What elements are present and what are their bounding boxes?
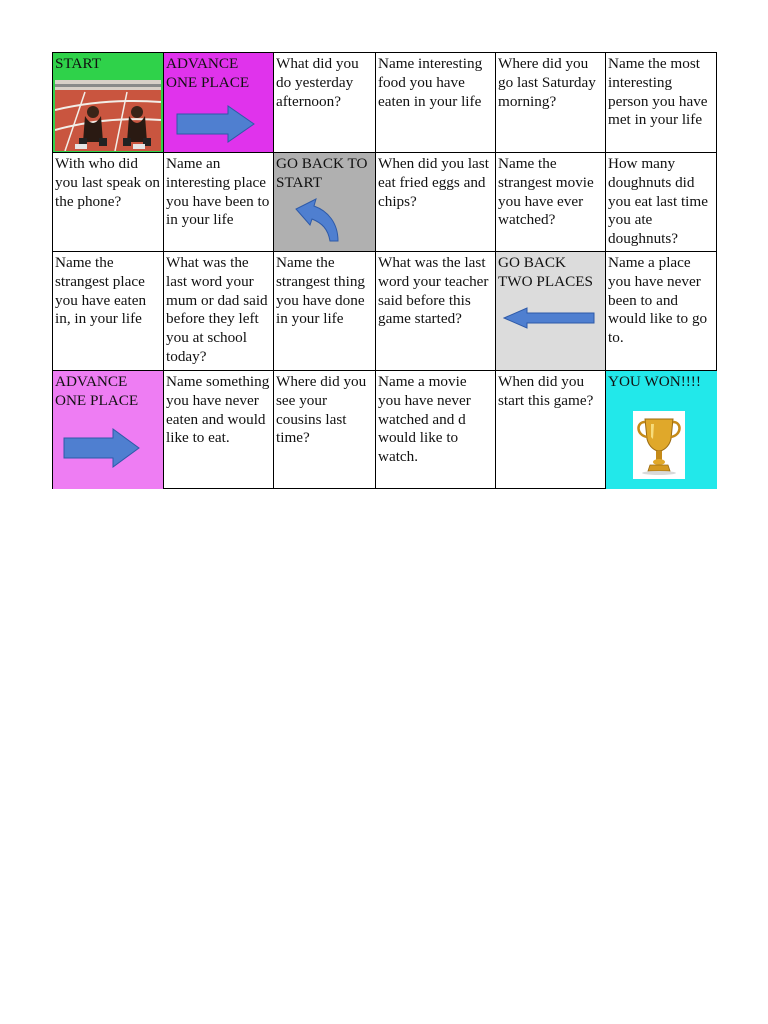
square-question <box>376 153 496 252</box>
trophy-icon <box>633 411 685 479</box>
square-question-text: What did you do yesterday afternoon? <box>276 55 359 110</box>
square-question-text: Where did you go last Saturday morning? <box>498 55 596 110</box>
square-question <box>164 371 274 489</box>
square-question-text: When did you last eat fried eggs and chips? <box>378 155 489 210</box>
square-question <box>496 53 606 153</box>
square-question <box>376 371 496 489</box>
square-question <box>274 371 376 489</box>
square-advance-one-place <box>164 53 274 153</box>
square-question <box>164 252 274 371</box>
sprinters-on-track-photo <box>55 80 161 151</box>
square-question <box>496 153 606 252</box>
square-question-text: Name an interesting place you have been to in your life <box>166 155 270 229</box>
square-question-text: What was the last word your teacher said before this game started? <box>378 254 489 328</box>
arrow-left-icon <box>503 307 595 329</box>
square-question-text: With who did you last speak on the phone? <box>55 155 161 210</box>
square-label: GO BACK TWO PLACES <box>498 254 593 290</box>
square-question <box>376 252 496 371</box>
square-question-text: What was the last word your mum or dad said before they left you at school today? <box>166 254 268 365</box>
square-question <box>606 252 717 371</box>
square-label: GO BACK TO START <box>276 155 368 191</box>
square-finish <box>606 371 717 489</box>
square-question-text: Name something you have never eaten and would like to eat. <box>166 373 270 447</box>
square-advance-one-place <box>53 371 164 489</box>
square-question-text: Name the strangest thing you have done in your life <box>276 254 366 328</box>
square-go-back-to-start <box>274 153 376 252</box>
square-question <box>606 53 717 153</box>
square-question <box>496 371 606 489</box>
square-question-text: When did you start this game? <box>498 373 594 409</box>
square-question-text: Name the most interesting person you have met in your life <box>608 55 708 129</box>
square-question-text: Name a place you have never been to and would like to go to. <box>608 254 708 347</box>
square-question <box>376 53 496 153</box>
square-question-text: Name the strangest movie you have ever watched? <box>498 155 594 229</box>
square-question-text: Name a movie you have never watched and d would like to watch. <box>378 373 471 466</box>
square-question-text: Name the strangest place you have eaten in, in your life <box>55 254 147 328</box>
square-label: ADVANCE ONE PLACE <box>55 373 139 409</box>
square-question <box>53 252 164 371</box>
square-label: START <box>55 55 101 72</box>
square-label: ADVANCE ONE PLACE <box>166 55 250 91</box>
square-question <box>606 153 717 252</box>
game-board <box>52 52 717 489</box>
square-question <box>274 53 376 153</box>
square-go-back-two-places <box>496 252 606 371</box>
square-question-text: How many doughnuts did you eat last time you ate doughnuts? <box>608 155 708 248</box>
square-question-text: Where did you see your cousins last time? <box>276 373 367 447</box>
square-start <box>53 53 164 153</box>
square-question-text: Name interesting food you have eaten in your life <box>378 55 483 110</box>
square-question <box>274 252 376 371</box>
square-question <box>164 153 274 252</box>
arrow-right-icon <box>63 428 141 468</box>
arrow-right-icon <box>176 105 256 143</box>
square-question <box>53 153 164 252</box>
square-label: YOU WON!!!! <box>608 373 701 390</box>
curved-arrow-icon <box>294 197 344 243</box>
